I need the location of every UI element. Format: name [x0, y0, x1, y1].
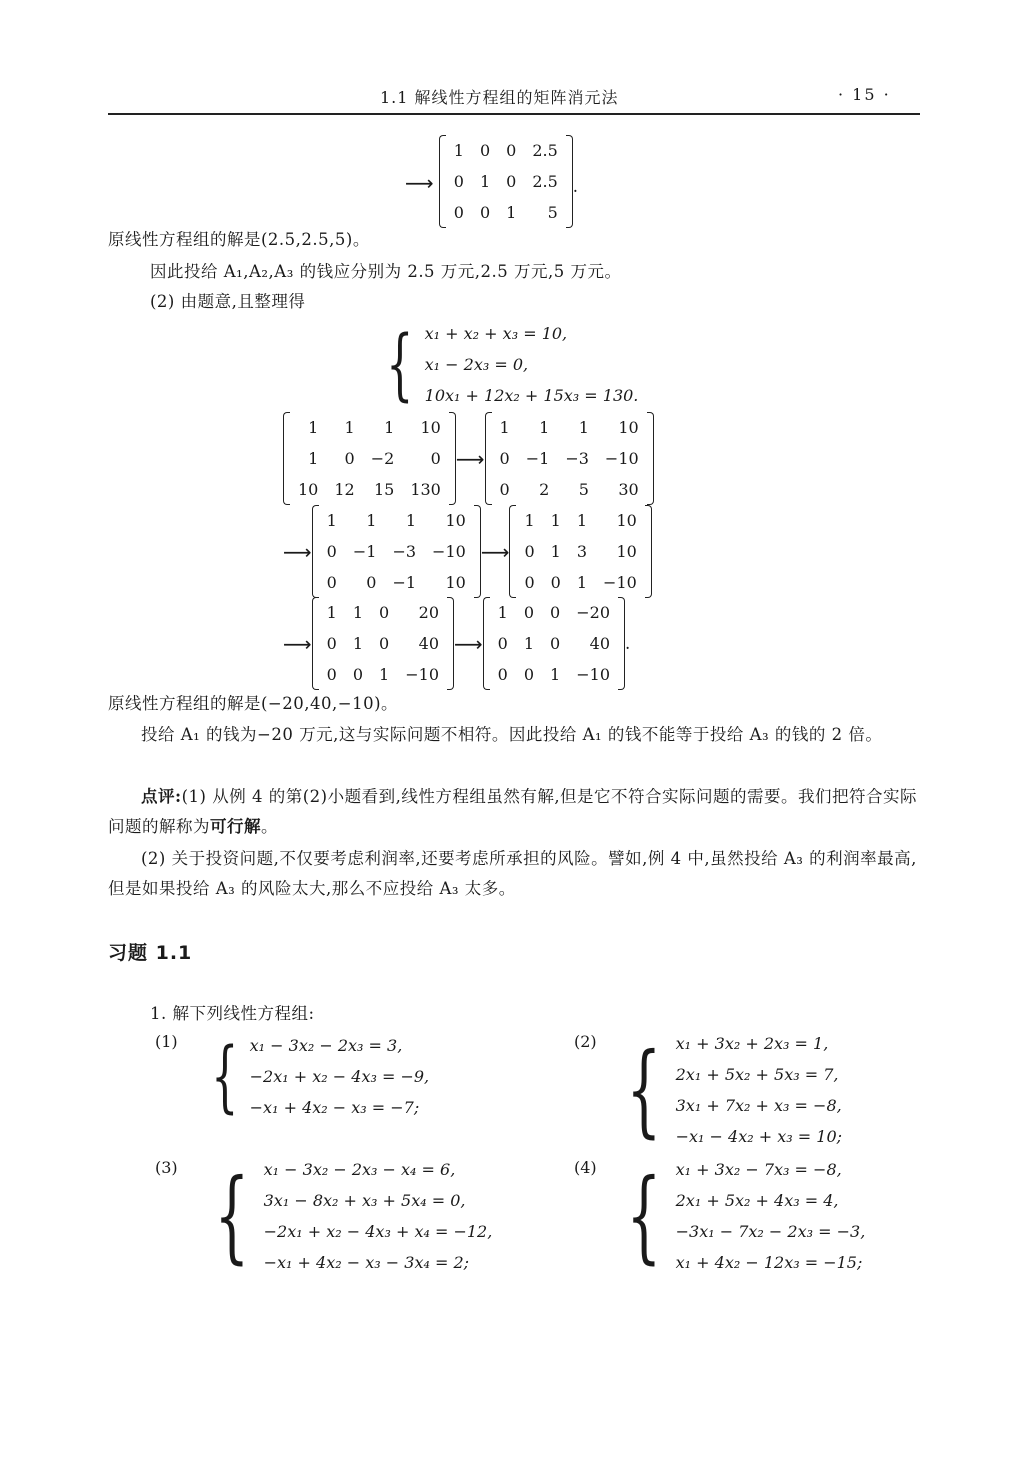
- matrix-entry: −10: [432, 542, 466, 561]
- equation: 3x₁ − 8x₂ + x₃ + 5x₄ = 0,: [263, 1191, 466, 1210]
- matrix-entry: 40: [418, 634, 439, 653]
- page-number: · 15 ·: [838, 85, 891, 104]
- matrix-part1-final: [439, 135, 573, 228]
- matrix-entry: 10: [445, 573, 466, 592]
- matrix-entry: 1: [499, 418, 510, 437]
- comment-label: 点评:: [141, 787, 182, 806]
- equation: 10x₁ + 12x₂ + 15x₃ = 130.: [424, 386, 639, 405]
- matrix-entry: 0: [326, 573, 337, 592]
- matrix-entry: 0: [379, 634, 390, 653]
- augmented-matrix: [483, 597, 625, 690]
- matrix-entry: 1: [539, 418, 550, 437]
- equation: −x₁ + 4x₂ − x₃ = −7;: [249, 1098, 420, 1117]
- matrix-entry: 1: [308, 418, 319, 437]
- term-feasible-solution: 可行解: [210, 817, 261, 836]
- matrix-row: [490, 628, 618, 659]
- system-part2: [375, 318, 638, 411]
- problem-label: (2): [574, 1032, 597, 1051]
- matrix-entry: 1: [384, 418, 395, 437]
- equation: x₁ + 4x₂ − 12x₃ = −15;: [675, 1253, 863, 1272]
- reduction-line-3: ⟶ 1 1 0 20 0 1 0 40 0 0 1 −10 ⟶ 1 0 0 −20 0 1 0 40 0 0 1 −10 .: [283, 597, 631, 690]
- matrix-entry: 1: [308, 449, 319, 468]
- augmented-matrix: [509, 505, 651, 598]
- left-brace: {: [626, 1031, 662, 1148]
- equation: x₁ + 3x₂ − 7x₃ = −8,: [675, 1160, 842, 1179]
- matrix-entry: 130: [410, 480, 441, 499]
- left-brace: {: [211, 1031, 239, 1122]
- problem-label: (1): [155, 1032, 178, 1051]
- matrix-entry: 0: [506, 172, 517, 191]
- matrix-row: [492, 474, 647, 505]
- matrix-row: [490, 659, 618, 690]
- arrow-icon: ⟶: [480, 539, 510, 564]
- arrow-icon: ⟶: [455, 446, 485, 471]
- matrix-entry: −20: [576, 603, 610, 622]
- paragraph-infeasible: 投给 A₁ 的钱为−20 万元,这与实际问题不相符。因此投给 A₁ 的钱不能等于投给 A₃ 的钱的 2 倍。: [141, 725, 883, 744]
- matrix-entry: 2.5: [532, 141, 558, 160]
- matrix-entry: 20: [418, 603, 439, 622]
- paragraph-comment-2: (2) 关于投资问题,不仅要考虑利润率,还要考虑所承担的风险。譬如,例 4 中,虽然投给 A₃ 的利润率最高,但是如果投给 A₃ 的风险太大,那么不应投给 A₃ 太多。: [108, 849, 917, 898]
- matrix-entry: 0: [499, 480, 510, 499]
- matrix-entry: 0: [326, 634, 337, 653]
- exercise-question-1: 1. 解下列线性方程组:: [150, 1004, 315, 1023]
- problem-4-system: [612, 1154, 865, 1278]
- equation: x₁ − 3x₂ − 2x₃ − x₄ = 6,: [263, 1160, 456, 1179]
- problem-2-system: [612, 1028, 842, 1152]
- matrix-entry: 10: [298, 480, 319, 499]
- matrix-entry: 1: [352, 634, 364, 653]
- augmented-matrix: [312, 505, 481, 598]
- matrix-entry: 1: [550, 511, 561, 530]
- header-rule: [108, 113, 920, 115]
- matrix-entry: 15: [373, 480, 395, 499]
- solution-part1: 原线性方程组的解是(2.5,2.5,5)。: [108, 230, 370, 249]
- left-brace: {: [626, 1157, 662, 1274]
- equation-list: [264, 1154, 493, 1278]
- matrix-entry: 0: [479, 141, 491, 160]
- matrix-entry: −1: [525, 449, 550, 468]
- part2-intro: (2) 由题意,且整理得: [150, 292, 306, 311]
- matrix-entry: 0: [550, 573, 561, 592]
- matrix-entry: 0: [326, 542, 337, 561]
- matrix-entry: 12: [334, 480, 355, 499]
- matrix-entry: 10: [616, 511, 637, 530]
- matrix-row: [492, 412, 647, 443]
- matrix-entry: 0: [326, 665, 337, 684]
- matrix-entry: 0: [352, 665, 364, 684]
- matrix-entry: −10: [405, 665, 439, 684]
- matrix-entry: 30: [618, 480, 639, 499]
- matrix-entry: 0: [453, 172, 464, 191]
- equation: −x₁ − 4x₂ + x₃ = 10;: [675, 1127, 843, 1146]
- equation: x₁ + x₂ + x₃ = 10,: [424, 324, 568, 343]
- problem-1-system: [200, 1030, 429, 1123]
- matrix-row: [290, 443, 449, 474]
- matrix-entry: 10: [618, 418, 639, 437]
- matrix-row: [446, 166, 566, 197]
- matrix-entry: −10: [576, 665, 610, 684]
- equation: 2x₁ + 5x₂ + 4x₃ = 4,: [675, 1191, 839, 1210]
- matrix-row: [516, 536, 644, 567]
- problem-label: (4): [574, 1158, 597, 1177]
- matrix-entry: 2: [539, 480, 550, 499]
- problem-3-system: [200, 1154, 492, 1278]
- equation-list: [676, 1154, 866, 1278]
- equation: 2x₁ + 5x₂ + 5x₃ = 7,: [675, 1065, 839, 1084]
- matrix-row: [446, 197, 566, 228]
- matrix-row-part1: ⟶ 1 0 0 2.5 0 1 0 2.5 0 0 1 5 .: [405, 135, 579, 235]
- equation-list: [425, 318, 639, 411]
- matrix-entry: 0: [523, 665, 535, 684]
- matrix-entry: 0: [497, 665, 508, 684]
- matrix-entry: 0: [506, 141, 517, 160]
- matrix-row: [516, 505, 644, 536]
- matrix-entry: 1: [576, 573, 588, 592]
- matrix-entry: −1: [352, 542, 377, 561]
- matrix-entry: −2: [370, 449, 395, 468]
- matrix-row: [516, 567, 644, 598]
- matrix-row: [319, 567, 474, 598]
- matrix-entry: 1: [578, 418, 589, 437]
- matrix-entry: 1: [524, 511, 535, 530]
- matrix-entry: 0: [499, 449, 510, 468]
- matrix-entry: 0: [453, 203, 464, 222]
- paragraph-comment-1: 点评:(1) 从例 4 的第(2)小题看到,线性方程组虽然有解,但是它不符合实际问题的需要。我们把符合实际问题的解称为可行解。: [108, 787, 918, 836]
- reduction-line-1: [283, 412, 654, 505]
- solution-part2: 原线性方程组的解是(−20,40,−10)。: [108, 694, 399, 713]
- matrix-entry: 1: [326, 511, 337, 530]
- matrix-entry: −1: [392, 573, 417, 592]
- equation: −x₁ + 4x₂ − x₃ − 3x₄ = 2;: [263, 1253, 470, 1272]
- matrix-entry: 10: [616, 542, 637, 561]
- arrow-icon: ⟶: [283, 631, 312, 656]
- matrix-entry: 5: [547, 203, 558, 222]
- matrix-entry: 40: [589, 634, 610, 653]
- matrix-row: [319, 659, 447, 690]
- exercise-section-title: 习题 1.1: [108, 942, 193, 964]
- arrow-icon: ⟶: [405, 171, 434, 195]
- matrix-entry: 1: [379, 665, 390, 684]
- matrix-entry: 0: [366, 573, 377, 592]
- investment-part1: 因此投给 A₁,A₂,A₃ 的钱应分别为 2.5 万元,2.5 万元,5 万元。: [150, 262, 622, 281]
- matrix-entry: −10: [604, 449, 639, 468]
- matrix-entry: 10: [445, 511, 466, 530]
- equation: x₁ + 3x₂ + 2x₃ = 1,: [675, 1034, 829, 1053]
- equation: −2x₁ + x₂ − 4x₃ = −9,: [249, 1067, 430, 1086]
- equation: −2x₁ + x₂ − 4x₃ + x₄ = −12,: [263, 1222, 493, 1241]
- matrix-entry: 1: [479, 172, 491, 191]
- matrix-entry: 0: [524, 573, 535, 592]
- matrix-entry: 1: [352, 603, 364, 622]
- augmented-matrix: [312, 597, 454, 690]
- matrix-entry: 3: [576, 542, 588, 561]
- equation: x₁ − 3x₂ − 2x₃ = 3,: [249, 1036, 403, 1055]
- matrix-entry: 1: [506, 203, 517, 222]
- matrix-entry: 1: [344, 418, 355, 437]
- matrix-entry: 0: [479, 203, 491, 222]
- matrix-entry: 0: [523, 603, 535, 622]
- matrix-row: [319, 505, 474, 536]
- arrow-icon: ⟶: [454, 631, 483, 656]
- matrix-entry: 1: [453, 141, 464, 160]
- matrix-entry: 5: [578, 480, 589, 499]
- matrix-entry: 1: [550, 542, 561, 561]
- matrix-row: [319, 597, 447, 628]
- matrix-row: [290, 412, 449, 443]
- matrix-entry: 0: [497, 634, 508, 653]
- equation: x₁ − 2x₃ = 0,: [424, 355, 529, 374]
- matrix-entry: 1: [523, 634, 535, 653]
- matrix-entry: 1: [405, 511, 417, 530]
- matrix-row: [492, 443, 647, 474]
- running-header: 1.1 解线性方程组的矩阵消元法: [380, 88, 619, 107]
- matrix-entry: −3: [565, 449, 589, 468]
- reduction-line-2: [283, 505, 652, 598]
- problem-label: (3): [155, 1158, 178, 1177]
- equation: −3x₁ − 7x₂ − 2x₃ = −3,: [675, 1222, 866, 1241]
- matrix-entry: −3: [392, 542, 417, 561]
- matrix-entry: 0: [379, 603, 390, 622]
- augmented-matrix: [283, 412, 456, 505]
- matrix-entry: 0: [344, 449, 355, 468]
- matrix-entry: −10: [603, 573, 637, 592]
- matrix-row: [290, 474, 449, 505]
- matrix-entry: 1: [550, 665, 561, 684]
- matrix-entry: 10: [420, 418, 441, 437]
- matrix-entry: 0: [550, 634, 561, 653]
- equation: 3x₁ + 7x₂ + x₃ = −8,: [675, 1096, 842, 1115]
- augmented-matrix: [485, 412, 654, 505]
- matrix-row: [490, 597, 618, 628]
- matrix-entry: 0: [524, 542, 535, 561]
- matrix-entry: 0: [550, 603, 561, 622]
- matrix-entry: 1: [576, 511, 588, 530]
- matrix-row: [319, 628, 447, 659]
- left-brace: {: [214, 1157, 250, 1274]
- equation-list: [676, 1028, 842, 1152]
- matrix-row: [319, 536, 474, 567]
- matrix-entry: 2.5: [532, 172, 558, 191]
- matrix-entry: 0: [430, 449, 441, 468]
- matrix-row: [446, 135, 566, 166]
- matrix-entry: 1: [497, 603, 508, 622]
- matrix-entry: 1: [366, 511, 377, 530]
- left-brace: {: [386, 319, 414, 410]
- arrow-icon: ⟶: [283, 539, 312, 564]
- matrix-entry: 1: [326, 603, 337, 622]
- equation-list: [250, 1030, 429, 1123]
